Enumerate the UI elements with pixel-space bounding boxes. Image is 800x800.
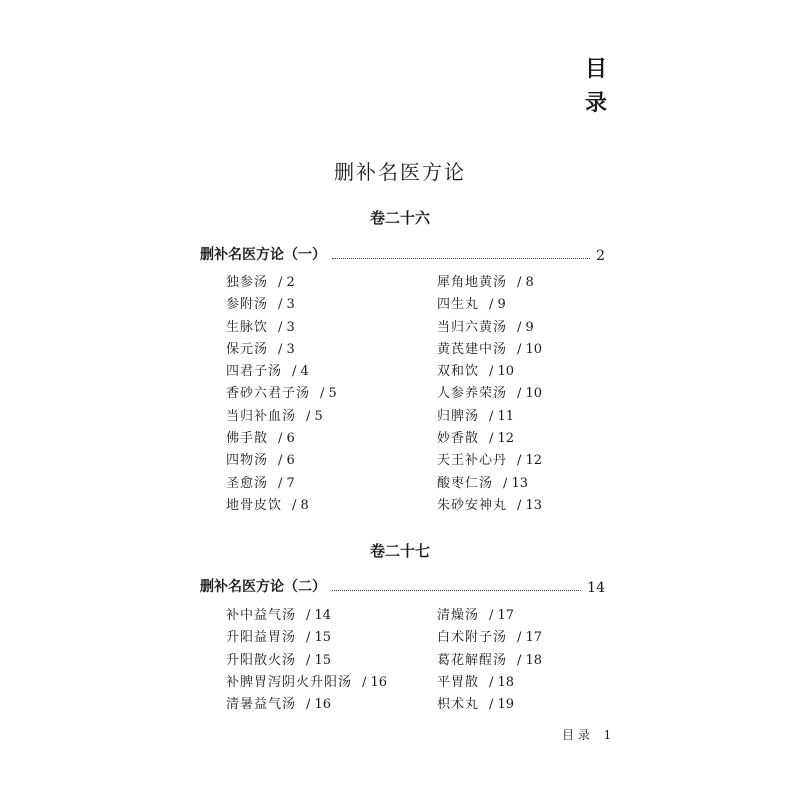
entry-page-number: / 2 (278, 275, 295, 290)
toc-entry[interactable] (226, 605, 426, 627)
entry-name: 四君子汤 (226, 364, 283, 380)
entry-name: 独参汤 (226, 275, 269, 290)
entry-name: 朱砂安神丸 (437, 497, 508, 513)
page-footer (562, 726, 611, 743)
entry-name: 地骨皮饮 (226, 497, 283, 513)
entry-name: 当归六黄汤 (437, 319, 508, 335)
entry-page-number: / 3 (278, 319, 295, 335)
toc-entry[interactable] (437, 383, 637, 405)
toc-entry[interactable] (226, 317, 426, 339)
entry-name: 葛花解酲汤 (437, 652, 508, 668)
toc-entry[interactable] (437, 406, 637, 428)
toc-entry[interactable] (437, 339, 637, 361)
entry-page-number: / 12 (489, 431, 515, 447)
entry-column-right (437, 605, 637, 716)
entry-name: 白术附子汤 (437, 630, 508, 646)
entry-page-number: / 10 (489, 364, 515, 380)
entry-column-right (437, 272, 637, 517)
toc-entry[interactable] (437, 473, 637, 495)
entry-name: 补脾胃泻阴火升阳汤 (226, 674, 353, 690)
entry-page-number: / 3 (278, 341, 295, 357)
toc-entry[interactable] (437, 694, 637, 716)
entry-page-number: / 6 (278, 431, 295, 447)
entry-page-number: / 10 (517, 341, 543, 357)
entry-page-number: / 14 (306, 608, 332, 623)
entry-page-number: / 16 (306, 697, 332, 713)
toc-entry[interactable] (226, 272, 426, 294)
toc-entry[interactable] (437, 317, 637, 339)
entry-page-number: / 17 (489, 608, 515, 623)
entry-page-number: / 6 (278, 453, 295, 469)
chapter-page-number: 2 (596, 248, 605, 264)
entry-page-number: / 15 (306, 630, 332, 646)
volume-title: 卷二十六 (369, 209, 430, 227)
toc-entry[interactable] (437, 428, 637, 450)
toc-entry[interactable] (226, 428, 426, 450)
entry-page-number: / 15 (306, 652, 332, 668)
toc-entry[interactable] (226, 361, 426, 383)
entry-page-number: / 4 (292, 364, 309, 380)
entry-name: 酸枣仁汤 (437, 475, 494, 491)
entry-column-left (226, 605, 426, 716)
entry-name: 人参养荣汤 (437, 386, 508, 402)
entry-page-number: / 5 (320, 386, 337, 402)
entry-name: 犀角地黄汤 (437, 275, 508, 290)
entry-page-number: / 16 (362, 674, 388, 690)
entry-page-number: / 12 (517, 453, 543, 469)
book-title: 删补名医方论 (334, 160, 466, 184)
toc-entry[interactable] (226, 627, 426, 649)
toc-entry[interactable] (437, 495, 637, 517)
entry-page-number: / 17 (517, 630, 543, 646)
entry-name: 升阳散火汤 (226, 652, 297, 668)
chapter-title: 删补名医方论（二） (200, 579, 326, 595)
entry-name: 双和饮 (437, 364, 480, 380)
entry-name: 归脾汤 (437, 408, 480, 424)
entry-name: 生脉饮 (226, 319, 269, 335)
footer-page-number: 1 (603, 728, 612, 742)
entry-name: 天王补心丹 (437, 453, 508, 469)
toc-entry[interactable] (226, 672, 426, 694)
chapter-entry[interactable] (200, 574, 605, 596)
entry-name: 佛手散 (226, 431, 269, 447)
entry-page-number: / 9 (489, 297, 506, 313)
toc-entry[interactable] (226, 294, 426, 316)
entry-page-number: / 8 (292, 497, 309, 513)
section-heading-vertical (584, 52, 608, 120)
entry-name: 枳术丸 (437, 697, 480, 713)
entry-name: 参附汤 (226, 297, 269, 313)
toc-entry[interactable] (437, 272, 637, 294)
toc-entry[interactable] (437, 672, 637, 694)
toc-entry[interactable] (437, 294, 637, 316)
entry-page-number: / 9 (517, 319, 534, 335)
toc-entry[interactable] (226, 383, 426, 405)
dot-leader (332, 590, 581, 591)
entry-name: 圣愈汤 (226, 475, 269, 491)
dot-leader (332, 258, 590, 259)
footer-label: 目 录 (562, 728, 590, 742)
entry-page-number: / 10 (517, 386, 543, 402)
entry-name: 香砂六君子汤 (226, 386, 311, 402)
entry-page-number: / 7 (278, 475, 295, 491)
entry-name: 当归补血汤 (226, 408, 297, 424)
toc-entry[interactable] (226, 495, 426, 517)
entry-name: 升阳益胃汤 (226, 630, 297, 646)
toc-entry[interactable] (437, 450, 637, 472)
toc-entry[interactable] (226, 650, 426, 672)
entry-name: 四生丸 (437, 297, 480, 313)
toc-entry[interactable] (226, 339, 426, 361)
section-heading-char: 目 (584, 56, 607, 82)
volume-title: 卷二十七 (369, 542, 430, 560)
section-heading-char: 录 (584, 90, 607, 116)
entry-name: 补中益气汤 (226, 608, 297, 623)
chapter-page-number: 14 (587, 580, 605, 596)
entry-column-left (226, 272, 426, 517)
entry-name: 清燥汤 (437, 608, 480, 623)
entry-name: 黄芪建中汤 (437, 341, 508, 357)
toc-entry[interactable] (226, 406, 426, 428)
entry-page-number: / 5 (306, 408, 323, 424)
entry-page-number: / 3 (278, 297, 295, 313)
entry-page-number: / 13 (517, 497, 543, 513)
toc-entry[interactable] (226, 473, 426, 495)
toc-entry[interactable] (437, 650, 637, 672)
toc-entry[interactable] (437, 361, 637, 383)
toc-entry[interactable] (437, 627, 637, 649)
toc-entry[interactable] (437, 605, 637, 627)
toc-entry[interactable] (226, 450, 426, 472)
entry-name: 清暑益气汤 (226, 697, 297, 713)
entry-page-number: / 18 (517, 652, 543, 668)
entry-name: 妙香散 (437, 431, 480, 447)
entry-name: 平胃散 (437, 674, 480, 690)
entry-page-number: / 8 (517, 275, 534, 290)
entry-page-number: / 18 (489, 674, 515, 690)
entry-page-number: / 11 (489, 408, 515, 424)
toc-entry[interactable] (226, 694, 426, 716)
entry-page-number: / 13 (503, 475, 529, 491)
entry-name: 四物汤 (226, 453, 269, 469)
chapter-entry[interactable] (200, 242, 605, 264)
chapter-title: 删补名医方论（一） (200, 247, 326, 263)
entry-name: 保元汤 (226, 341, 269, 357)
entry-page-number: / 19 (489, 697, 515, 713)
